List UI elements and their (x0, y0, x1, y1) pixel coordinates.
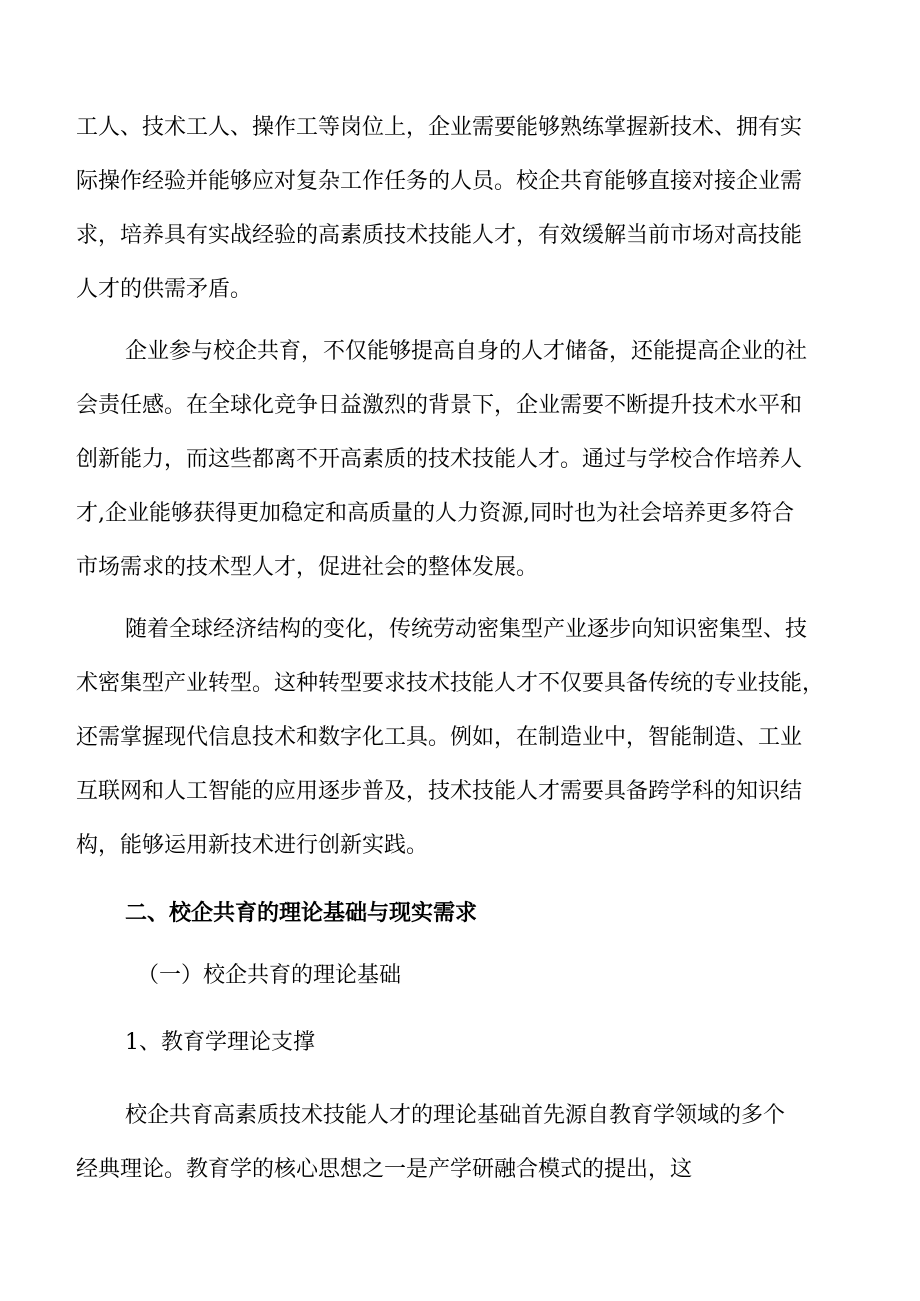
paragraph3-line-1: 随着全球经济结构的变化，传统劳动密集型产业逐步向知识密集型、技 (125, 617, 808, 642)
paragraph2-line-1: 企业参与校企共育，不仅能够提高自身的人才储备，还能提高企业的社 (125, 339, 808, 364)
paragraph1-line-4: 人才的供需矛盾。 (76, 277, 253, 302)
numbered-heading: 1、教育学理论支撑 (125, 1030, 315, 1055)
paragraph3-line-5: 构，能够运用新技术进行创新实践。 (76, 833, 429, 858)
paragraph2-line-5: 市场需求的技术型人才，促进社会的整体发展。 (76, 555, 539, 580)
paragraph3-line-3: 还需掌握现代信息技术和数字化工具。例如，在制造业中，智能制造、工业 (76, 725, 803, 750)
paragraph1-line-2: 际操作经验并能够应对复杂工作任务的人员。校企共育能够直接对接企业需 (76, 169, 803, 194)
paragraph2-line-2: 会责任感。在全球化竞争日益激烈的背景下，企业需要不断提升技术水平和 (76, 393, 803, 418)
section-heading: 二、校企共育的理论基础与现实需求 (125, 900, 478, 926)
paragraph2-line-4: 才,企业能够获得更加稳定和高质量的人力资源,同时也为社会培养更多符合 (76, 501, 794, 526)
paragraph1-line-1: 工人、技术工人、操作工等岗位上，企业需要能够熟练掌握新技术、拥有实 (76, 115, 803, 140)
paragraph3-line-4: 互联网和人工智能的应用逐步普及，技术技能人才需要具备跨学科的知识结 (76, 779, 803, 804)
subsection-heading: （一）校企共育的理论基础 (137, 963, 402, 988)
paragraph4-line-1: 校企共育高素质技术技能人才的理论基础首先源自教育学领域的多个 (125, 1103, 786, 1128)
paragraph1-line-3: 求，培养具有实战经验的高素质技术技能人才，有效缓解当前市场对高技能 (76, 223, 803, 248)
paragraph2-line-3: 创新能力，而这些都离不开高素质的技术技能人才。通过与学校合作培养人 (76, 447, 803, 472)
paragraph3-line-2: 术密集型产业转型。这种转型要求技术技能人才不仅要具备传统的专业技能， (76, 671, 825, 696)
paragraph4-line-2: 经典理论。教育学的核心思想之一是产学研融合模式的提出，这 (76, 1157, 693, 1182)
